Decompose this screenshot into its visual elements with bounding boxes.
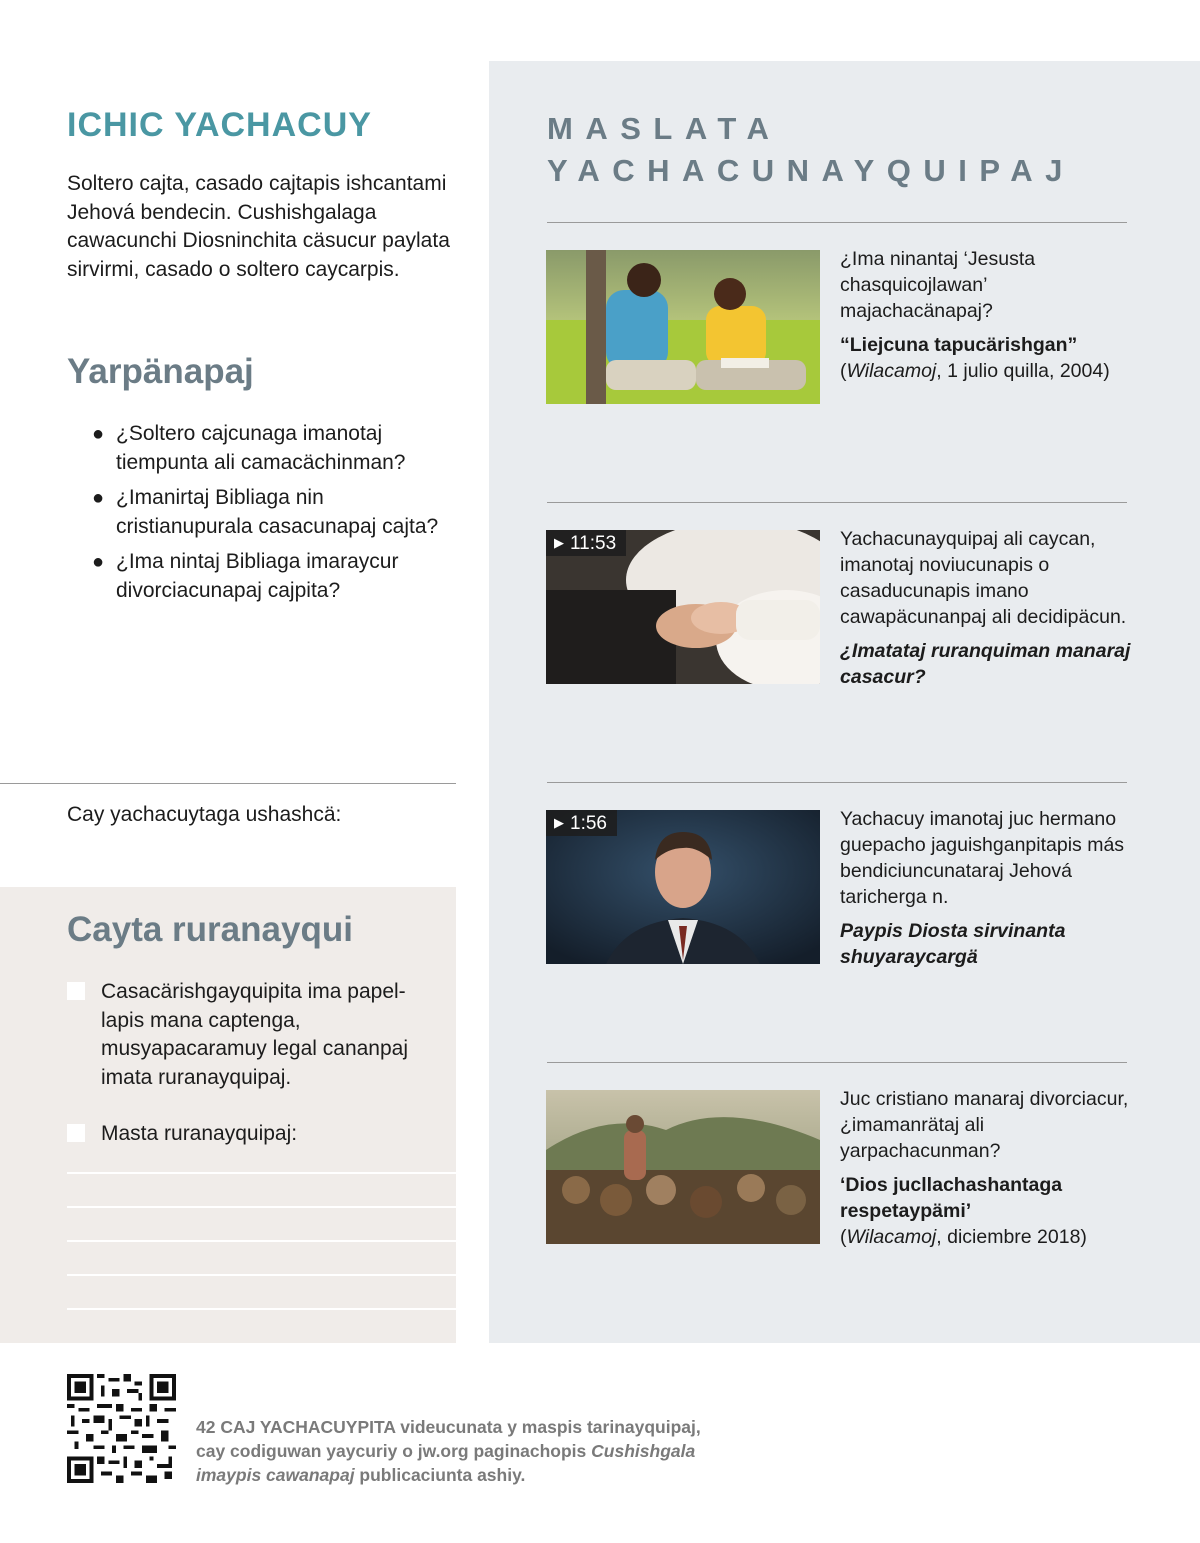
play-icon: ▶ <box>554 535 564 550</box>
summary-heading: ICHIC YACHACUY <box>67 106 372 144</box>
task-item[interactable] <box>67 1120 427 1149</box>
footer-text: 42 CAJ YACHACUYPITA videucunata y maspis tarinayquipaj, cay codiguwan yaycuriy o jw.org paginachopis Cushishgala imaypis cawanapaj publicaciunta ashiy. <box>196 1417 701 1485</box>
resource-source: (Wilacamoj, diciembre 2018) <box>840 1226 1087 1248</box>
checkbox-icon[interactable] <box>67 1124 85 1142</box>
divider <box>0 783 456 784</box>
review-question: ● ¿Soltero cajcunaga imanotaj tiempunta ali camacächinman? <box>92 422 406 474</box>
jesus-teaching-crowd-illustration[interactable] <box>546 1090 820 1244</box>
task-item[interactable] <box>67 978 427 1092</box>
tasks-heading: Cayta ruranayqui <box>67 910 353 949</box>
bullet-icon: ● <box>92 551 105 573</box>
bullet-icon: ● <box>92 487 105 509</box>
review-question: ● ¿Ima nintaj Bibliaga imaraycur divorciacunapaj cajpita? <box>92 550 399 602</box>
resource-description: Yachacunayquipaj ali caycan, imanotaj noviucunapis o casaducunapis imano cawapäcunanpaj ali decidipäcun. <box>840 528 1127 628</box>
divider <box>547 1062 1127 1063</box>
notes-label: Cay yachacuytaga ushashcä: <box>67 803 342 826</box>
review-question-list <box>92 420 452 612</box>
writing-line[interactable] <box>67 1206 456 1208</box>
bullet-icon: ● <box>92 423 105 445</box>
video-duration-badge: ▶ 11:53 <box>546 530 626 556</box>
resource-title[interactable]: “Liejcuna tapucärishgan” <box>840 334 1078 356</box>
resource-item-3[interactable] <box>840 806 1135 970</box>
resource-description: Yachacuy imanotaj juc hermano guepacho jaguishganpitapis más bendiciuncunataraj Jehová taricherga n. <box>840 808 1125 908</box>
wedding-hands-video-thumbnail[interactable] <box>546 530 820 684</box>
resource-source: (Wilacamoj, 1 julio quilla, 2004) <box>840 360 1110 382</box>
divider <box>547 782 1127 783</box>
writing-line[interactable] <box>67 1308 456 1310</box>
couple-studying-photo[interactable] <box>546 250 820 404</box>
man-portrait-video-thumbnail[interactable] <box>546 810 820 964</box>
resource-title[interactable]: ‘Dios jucllachashantaga respetaypämi’ <box>840 1174 1063 1222</box>
video-duration-badge: ▶ 1:56 <box>546 810 617 836</box>
resource-item-4[interactable] <box>840 1086 1135 1250</box>
summary-text: Soltero cajta, casado cajtapis ishcantami Jehová bendecin. Cushishgalaga cawacunchi Diosninchita cäsucur paylata sirvirmi, casado o soltero caycarpis. <box>67 172 450 281</box>
task-label: Masta ruranayquipaj: <box>101 1122 298 1145</box>
play-icon: ▶ <box>554 815 564 830</box>
review-question: ● ¿Imanirtaj Bibliaga nin cristianupurala casacunapaj cajta? <box>92 486 439 538</box>
writing-line[interactable] <box>67 1274 456 1276</box>
resource-description: Juc cristiano manaraj divorciacur, ¿imamanrätaj ali yarpachacunman? <box>840 1088 1129 1162</box>
resource-description: ¿Ima ninantaj ‘Jesusta chasquicojlawan’ majachacänapaj? <box>840 248 1036 322</box>
review-heading: Yarpänapaj <box>67 352 254 391</box>
divider <box>547 502 1127 503</box>
checkbox-icon[interactable] <box>67 982 85 1000</box>
resource-item-1[interactable] <box>840 246 1135 384</box>
task-label: Casacärishgayquipita ima papel-lapis mana captenga, musyapacaramuy legal cananpaj imata ruranayquipaj. <box>101 980 409 1089</box>
writing-line[interactable] <box>67 1172 456 1174</box>
qr-code[interactable] <box>67 1374 176 1483</box>
writing-line[interactable] <box>67 1240 456 1242</box>
resource-title[interactable]: ¿Imatataj ruranquiman manaraj casacur? <box>840 640 1131 688</box>
divider <box>547 222 1127 223</box>
resource-item-2[interactable] <box>840 526 1135 690</box>
resource-title[interactable]: Paypis Diosta sirvinanta shuyaraycargä <box>840 920 1066 968</box>
more-resources-heading: MASLATA YACHACUNAYQUIPAJ <box>547 111 1075 188</box>
